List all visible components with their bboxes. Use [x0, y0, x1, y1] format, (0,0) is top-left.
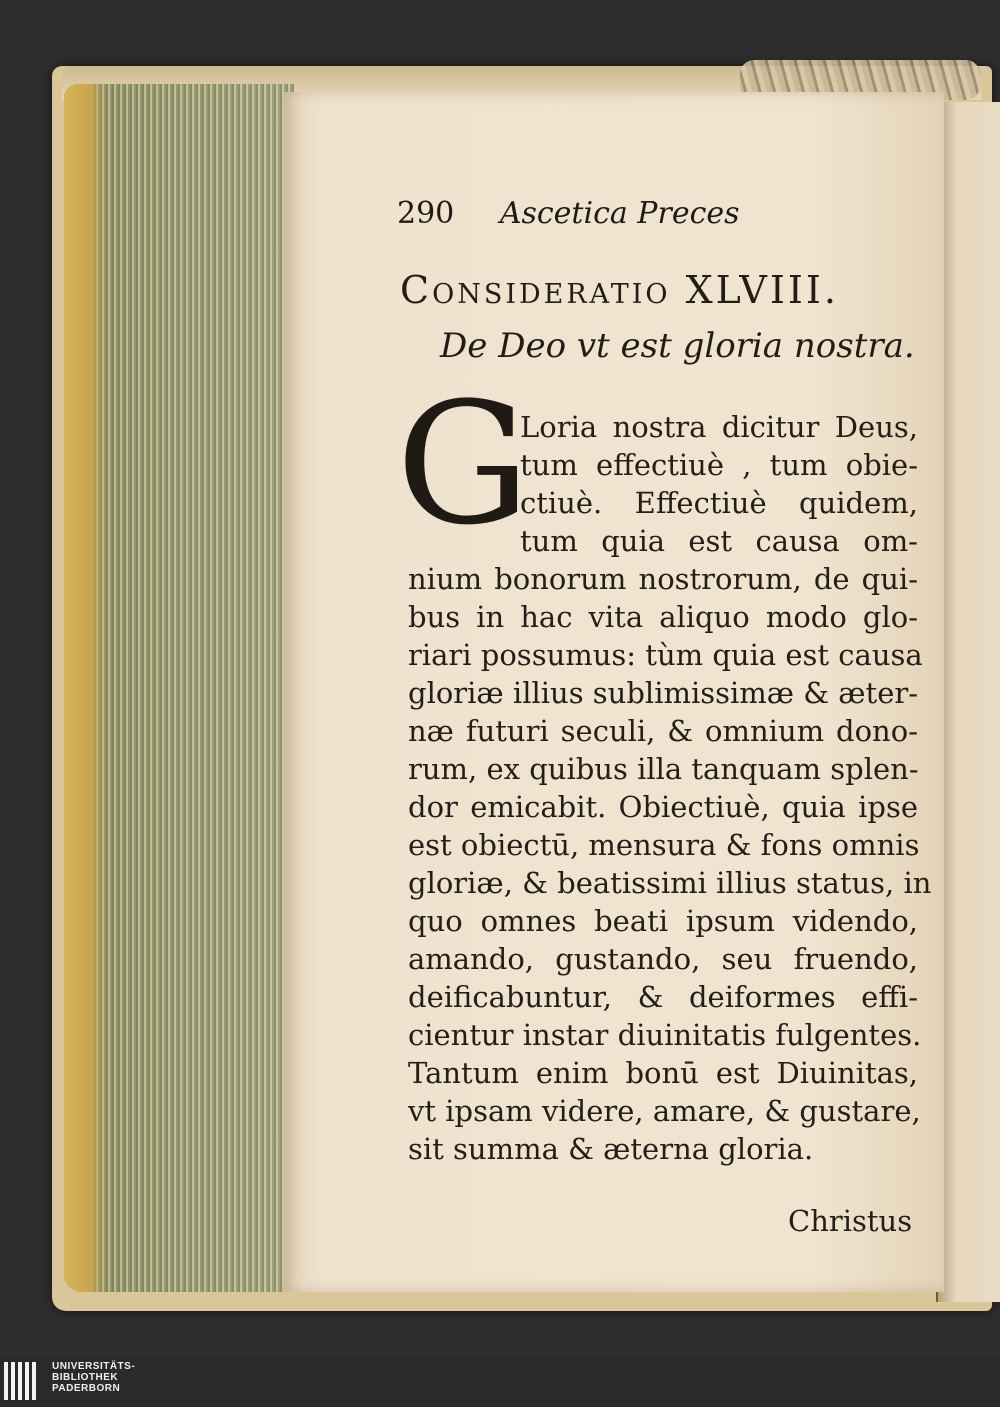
text-line: gloriæ illius sublimissimæ & æter-	[408, 676, 919, 710]
text-line: Loria nostra dicitur Deus,	[520, 410, 918, 444]
text-line: gloriæ, & beatissimi illius status, in	[408, 866, 932, 900]
text-line: dor emicabit. Obiectiuè, quia ipse	[408, 790, 918, 824]
running-head	[397, 196, 740, 231]
text-line: bus in hac vita aliquo modo glo-	[408, 600, 918, 634]
running-title: Ascetica Preces	[499, 196, 740, 231]
drop-initial: G	[396, 366, 531, 562]
catchword: Christus	[788, 1204, 913, 1238]
text-line: sit summa & æterna gloria.	[408, 1132, 814, 1166]
consideration-subheading: De Deo vt est gloria nostra.	[440, 326, 915, 366]
page-fore-edge	[64, 84, 294, 1292]
logo-line: UNIVERSITÄTS-	[52, 1361, 136, 1372]
library-logo-text	[52, 1361, 135, 1394]
text-line: est obiectū, mensura & fons omnis	[408, 828, 920, 862]
text-line: næ futuri seculi, & omnium dono-	[408, 714, 918, 748]
text-line: cientur instar diuinitatis fulgentes.	[408, 1018, 922, 1052]
text-line: deificabuntur, & deiformes effi-	[408, 980, 918, 1014]
text-line: riari possumus: tùm quia est causa	[408, 638, 923, 672]
text-line: tum effectiuè , tum obie-	[520, 448, 918, 482]
text-line: tum quia est causa om-	[520, 524, 918, 558]
library-logo-icon	[4, 1362, 44, 1400]
logo-line: PADERBORN	[52, 1383, 121, 1394]
consideration-heading: Consideratio XLVIII.	[400, 268, 839, 312]
text-line: ctiuè. Effectiuè quidem,	[520, 486, 918, 520]
text-line: amando, gustando, seu fruendo,	[408, 942, 918, 976]
page-number: 290	[397, 196, 455, 231]
text-line: Tantum enim bonū est Diuinitas,	[408, 1056, 918, 1090]
text-line: vt ipsam videre, amare, & gustare,	[408, 1094, 921, 1128]
body-text	[408, 408, 932, 1168]
text-line: rum, ex quibus illa tanquam splen-	[408, 752, 919, 786]
text-line: quo omnes beati ipsum videndo,	[408, 904, 918, 938]
facing-page	[936, 102, 1000, 1302]
logo-line: BIBLIOTHEK	[52, 1372, 119, 1383]
library-footer	[0, 1356, 1000, 1407]
text-line: nium bonorum nostrorum, de qui-	[408, 562, 918, 596]
